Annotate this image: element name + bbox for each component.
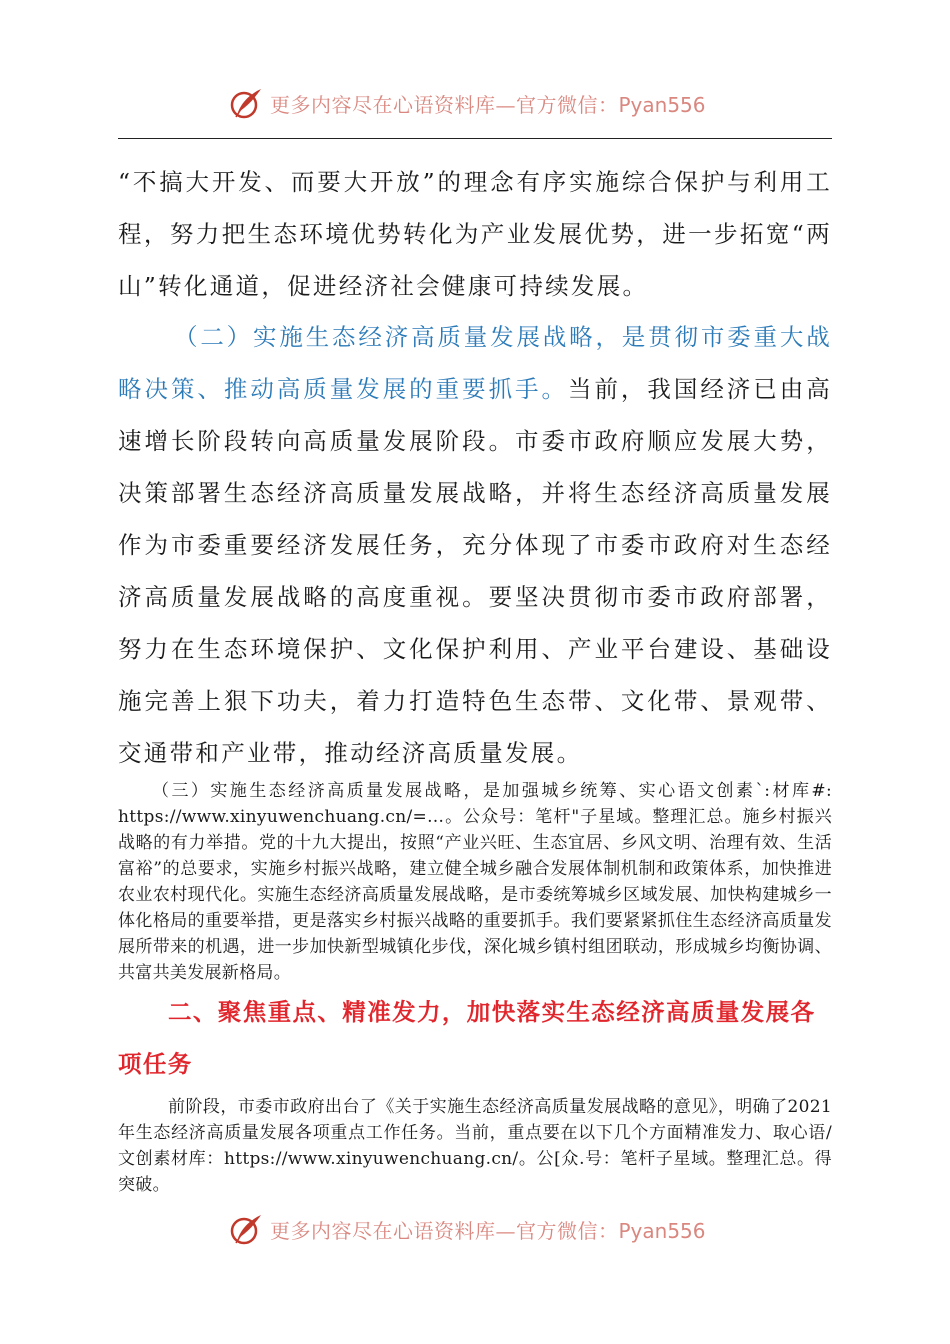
quill-logo-icon <box>228 86 264 120</box>
footer-banner-text: 更多内容尽在心语资料库—官方微信：Pyan556 <box>270 1218 706 1243</box>
footer-banner <box>228 1212 706 1246</box>
header-banner-text: 更多内容尽在心语资料库—官方微信：Pyan556 <box>270 92 706 117</box>
paragraph-1: “不搞大开发、而要大开放”的理念有序实施综合保护与利用工程，努力把生态环境优势转化为产业发展优势，进一步拓宽“两山”转化通道，促进经济社会健康可持续发展。 <box>118 168 832 300</box>
quill-logo-icon <box>228 1212 264 1246</box>
paragraph-3: （三）实施生态经济高质量发展战略，是加强城乡统筹、实心语文创素`:材库#: https://www.xinyuwenchuang.cn/=…。公众号：笔杆"子星域。整理汇总。施乡村振兴战略的有力举措。党的十九大提出，按照“产业兴旺、生态宜居、乡风文明、治理有效、生活富裕”的总要求，实施乡村振兴战略，建立健全城乡融合发展体制机制和政策体系，加快推进农业农村现代化。实施生态经济高质量发展战略，是市委统筹城乡区域发展、加快构建城乡一体化格局的重要举措，更是落实乡村振兴战略的重要抓手。我们要紧紧抓住生态经济高质量发展所带来的机遇，进一步加快新型城镇化步伐，深化城乡镇村组团联动，形成城乡均衡协调、共富共美发展新格局。 <box>118 781 832 983</box>
paragraph-2 <box>118 311 832 779</box>
header-divider <box>118 138 832 139</box>
paragraph-2-body: 当前，我国经济已由高速增长阶段转向高质量发展阶段。市委市政府顺应发展大势，决策部署生态经济高质量发展战略，并将生态经济高质量发展作为市委重要经济发展任务，充分体现了市委市政府对生态经济高质量发展战略的高度重视。要坚决贯彻市委市政府部署，努力在生态环境保护、文化保护利用、产业平台建设、基础设施完善上狠下功夫，着力打造特色生态带、文化带、景观带、交通带和产业带，推动经济高质量发展。 <box>118 375 833 767</box>
header-banner <box>228 86 706 120</box>
paragraph-4: 前阶段，市委市政府出台了《关于实施生态经济高质量发展战略的意见》，明确了2021年生态经济高质量发展各项重点工作任务。当前，重点要在以下几个方面精准发力、取心语/文创素材库：https://www.xinyuwenchuang.cn/。公[众.号：笔杆子星域。整理汇总。得突破。 <box>118 1097 832 1195</box>
section-heading: 二、聚焦重点、精准发力，加快落实生态经济高质量发展各项任务 <box>118 998 816 1078</box>
subsection-heading-2: （二）实施生态经济高质量发展战略，是贯彻市委重大战略决策、推动高质量发展的重要抓手。 <box>118 323 832 403</box>
